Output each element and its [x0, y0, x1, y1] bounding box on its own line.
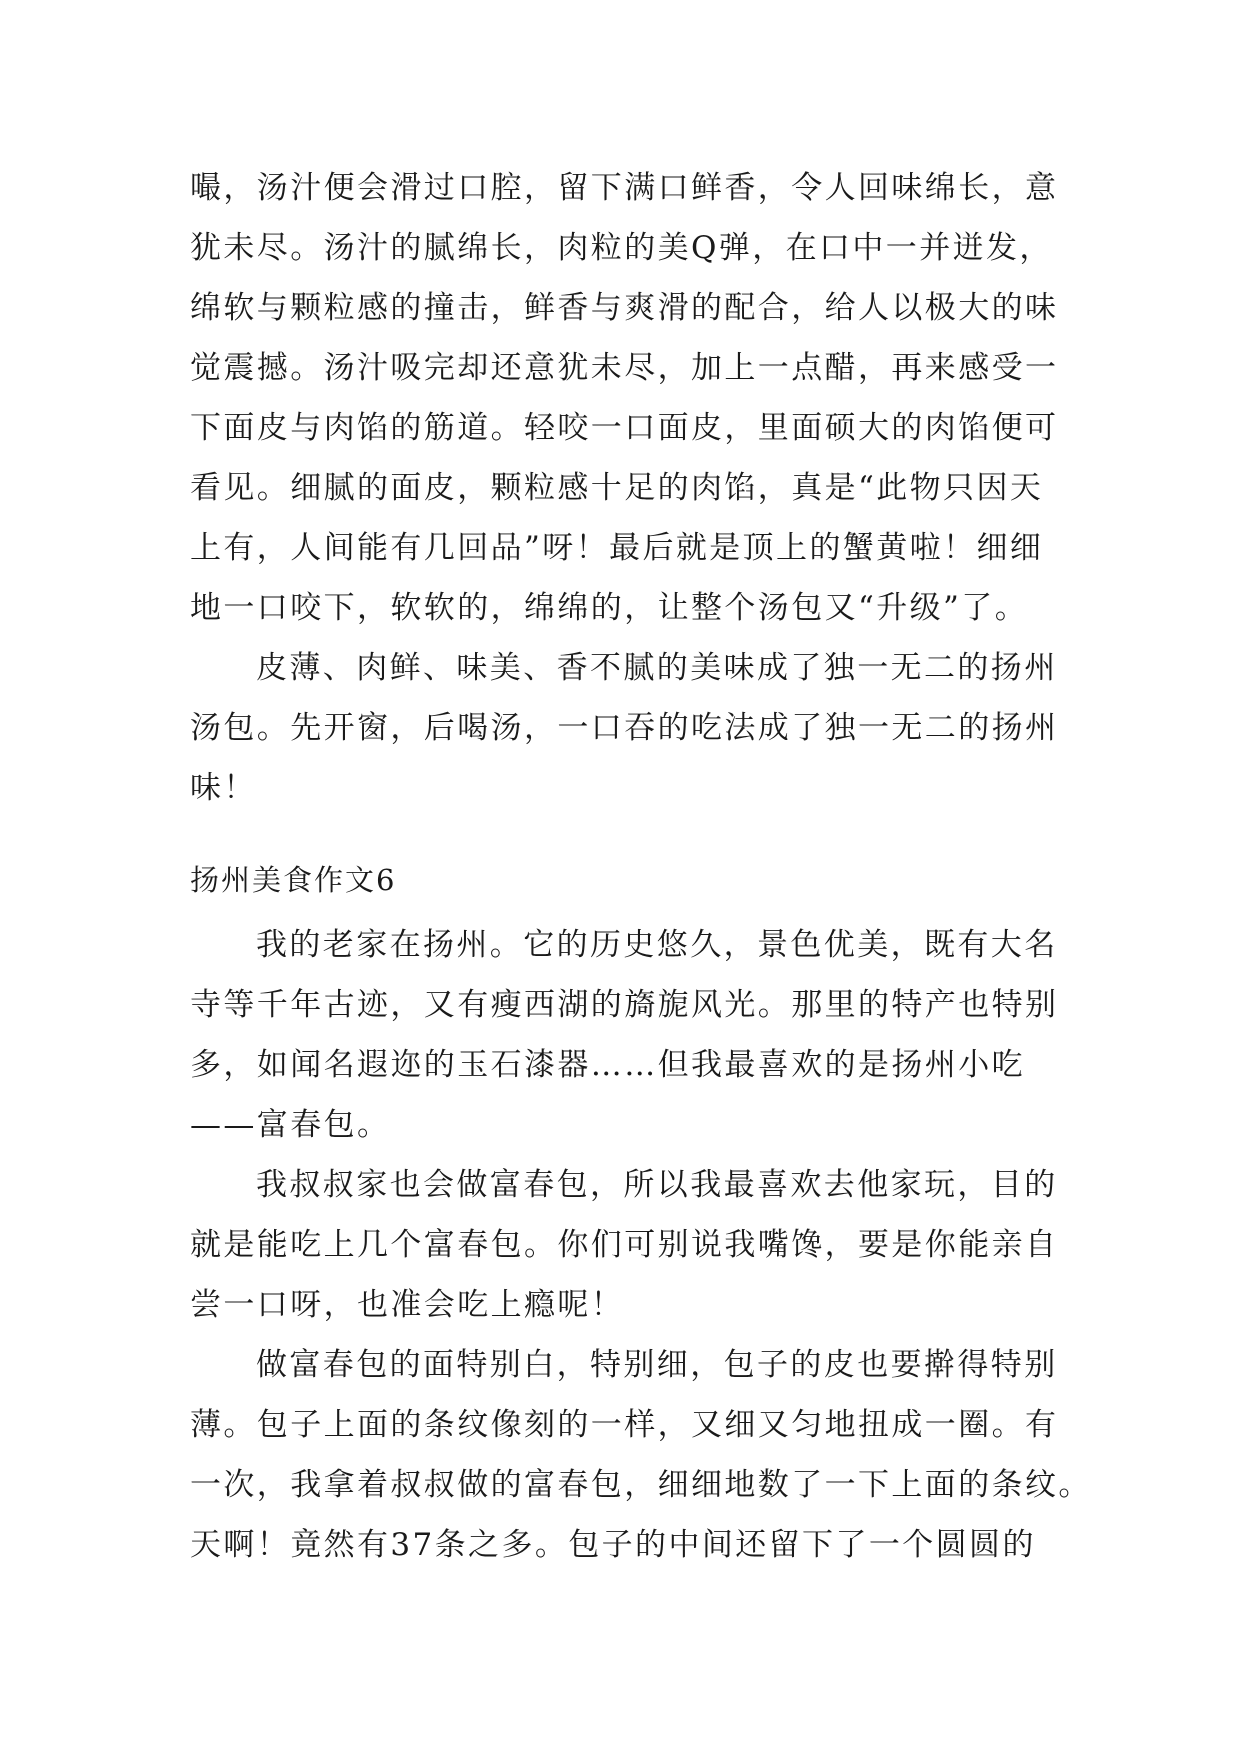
paragraph-line: 天啊！竟然有37条之多。包子的中间还留下了一个圆圆的 [190, 1527, 1036, 1563]
essay-5-ending [190, 158, 1070, 818]
essay-title: 扬州美食作文6 [190, 863, 397, 897]
paragraph-line: 觉震撼。汤汁吸完却还意犹未尽，加上一点醋，再来感受一 [190, 350, 1059, 386]
paragraph-line: 寺等千年古迹，又有瘦西湖的旖旎风光。那里的特产也特别 [190, 987, 1059, 1023]
paragraph-line: 绵软与颗粒感的撞击，鲜香与爽滑的配合，给人以极大的味 [190, 290, 1059, 326]
paragraph-line: 做富春包的面特别白，特别细，包子的皮也要擀得特别 [256, 1347, 1058, 1383]
paragraph-line: 尝一口呀，也准会吃上瘾呢！ [190, 1287, 625, 1323]
paragraph-line: 一次，我拿着叔叔做的富春包，细细地数了一下上面的条纹。 [190, 1467, 1092, 1503]
paragraph-line: 味！ [190, 770, 257, 806]
paragraph-line: 就是能吃上几个富春包。你们可别说我嘴馋，要是你能亲自 [190, 1227, 1059, 1263]
paragraph-line: 犹未尽。汤汁的腻绵长，肉粒的美Q弹，在口中一并迸发， [190, 230, 1053, 266]
essay-6-body [190, 915, 1092, 1575]
paragraph-line: 我叔叔家也会做富春包，所以我最喜欢去他家玩，目的 [256, 1167, 1058, 1203]
paragraph-line: 我的老家在扬州。它的历史悠久，景色优美，既有大名 [256, 927, 1058, 963]
paragraph-line: 薄。包子上面的条纹像刻的一样，又细又匀地扭成一圈。有 [190, 1407, 1059, 1443]
essay-6-heading-block [190, 850, 1070, 910]
paragraph-line: 上有，人间能有几回品”呀！最后就是顶上的蟹黄啦！细细 [190, 530, 1044, 566]
paragraph-line: 多，如闻名遐迩的玉石漆器……但我最喜欢的是扬州小吃 [190, 1047, 1025, 1083]
paragraph-line: 看见。细腻的面皮，颗粒感十足的肉馅，真是“此物只因天 [190, 470, 1044, 506]
paragraph-line: ——富春包。 [190, 1107, 391, 1143]
paragraph-line: 地一口咬下，软软的，绵绵的，让整个汤包又“升级”了。 [190, 590, 1029, 626]
paragraph-line: 汤包。先开窗，后喝汤，一口吞的吃法成了独一无二的扬州 [190, 710, 1059, 746]
paragraph-line: 下面皮与肉馅的筋道。轻咬一口面皮，里面硕大的肉馅便可 [190, 410, 1059, 446]
paragraph-line: 皮薄、肉鲜、味美、香不腻的美味成了独一无二的扬州 [256, 650, 1058, 686]
paragraph-line: 嘬，汤汁便会滑过口腔，留下满口鲜香，令人回味绵长，意 [190, 170, 1059, 206]
